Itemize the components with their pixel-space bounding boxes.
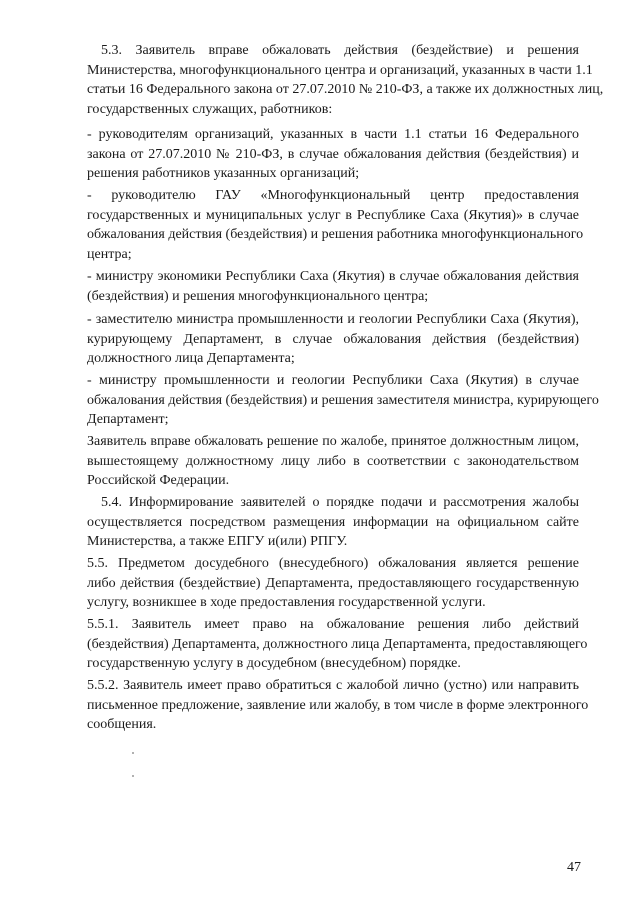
text-line: сообщения.: [87, 717, 157, 732]
text-line: Министерства, многофункционального центра и организаций, указанных в части 1.1: [87, 62, 593, 78]
paragraph-5-5-1: [87, 615, 588, 674]
text-line: государственных служащих, работников:: [87, 101, 333, 117]
paragraph-minister-economy: [87, 267, 579, 306]
paragraph-5-5: [87, 554, 579, 613]
text-line: закона от 27.07.2010 № 210-ФЗ, в случае обжалования действия (бездействия) и: [87, 146, 579, 162]
scan-speck: [132, 775, 134, 777]
paragraph-minister-industry: [87, 371, 599, 430]
text-line: 5.3. Заявитель вправе обжаловать действия (бездействие) и решения: [101, 43, 579, 58]
text-line: 5.4. Информирование заявителей о порядке подачи и рассмотрения жалобы: [101, 495, 579, 510]
text-line: услугу, возникшее в ходе предоставления государственной услуги.: [87, 595, 486, 610]
paragraph-heads-of-organizations: [87, 125, 579, 184]
text-line: - министру промышленности и геологии Республики Саха (Якутия) в случае: [87, 373, 579, 388]
paragraph-5-4: [87, 493, 579, 552]
text-line: государственную услугу в досудебном (внесудебном) порядке.: [87, 656, 461, 671]
paragraph-5-3: [87, 41, 604, 119]
text-line: должностного лица Департамента;: [87, 351, 295, 366]
paragraph-deputy-minister: [87, 310, 579, 369]
text-line: Заявитель вправе обжаловать решение по жалобе, принятое должностным лицом,: [87, 434, 579, 449]
text-line: - руководителю ГАУ «Многофункциональный центр предоставления: [87, 188, 579, 203]
text-line: (бездействия) и решения многофункционального центра;: [87, 288, 429, 304]
text-line: осуществляется посредством размещения информации на официальном сайте: [87, 514, 579, 530]
text-line: решения работников указанных организаций;: [87, 166, 360, 181]
text-line: обжалования действия (бездействия) и решения работника многофункционального: [87, 227, 584, 242]
text-line: Российской Федерации.: [87, 473, 230, 488]
text-line: 5.5. Предметом досудебного (внесудебного) обжалования является решение: [87, 556, 579, 571]
text-line: Департамент;: [87, 412, 169, 427]
paragraph-appeal-decision: [87, 432, 579, 491]
text-line: 5.5.1. Заявитель имеет право на обжалование решения либо действий: [87, 617, 579, 632]
text-line: вышестоящему должностному лицу либо в соответствии с законодательством: [87, 453, 579, 469]
page-number: 47: [567, 860, 581, 875]
text-line: 5.5.2. Заявитель имеет право обратиться с жалобой лично (устно) или направить: [87, 678, 579, 693]
text-line: Министерства, а также ЕПГУ и(или) РПГУ.: [87, 534, 348, 549]
text-line: курирующему Департамент, в случае обжалования действия (бездействия): [87, 331, 579, 347]
paragraph-gau-head: [87, 186, 584, 264]
paragraph-5-5-2: [87, 676, 589, 735]
text-line: статьи 16 Федерального закона от 27.07.2010 № 210-ФЗ, а также их должностных лиц,: [87, 82, 604, 97]
text-line: - руководителям организаций, указанных в части 1.1 статьи 16 Федерального: [87, 127, 579, 142]
text-line: обжалования действия (бездействия) и решения заместителя министра, курирующего: [87, 392, 599, 408]
scan-speck: [132, 752, 134, 754]
text-line: - заместителю министра промышленности и геологии Республики Саха (Якутия),: [87, 312, 579, 327]
text-line: государственных и муниципальных услуг в Республике Саха (Якутия)» в случае: [87, 207, 579, 223]
text-line: центра;: [87, 246, 132, 262]
text-line: письменное предложение, заявление или жалобу, в том числе в форме электронного: [87, 697, 589, 713]
text-line: либо действия (бездействие) Департамента, предоставляющего государственную: [87, 575, 579, 591]
text-line: (бездействия) Департамента, должностного лица Департамента, предоставляющего: [87, 636, 588, 652]
text-line: - министру экономики Республики Саха (Якутия) в случае обжалования действия: [87, 269, 579, 284]
